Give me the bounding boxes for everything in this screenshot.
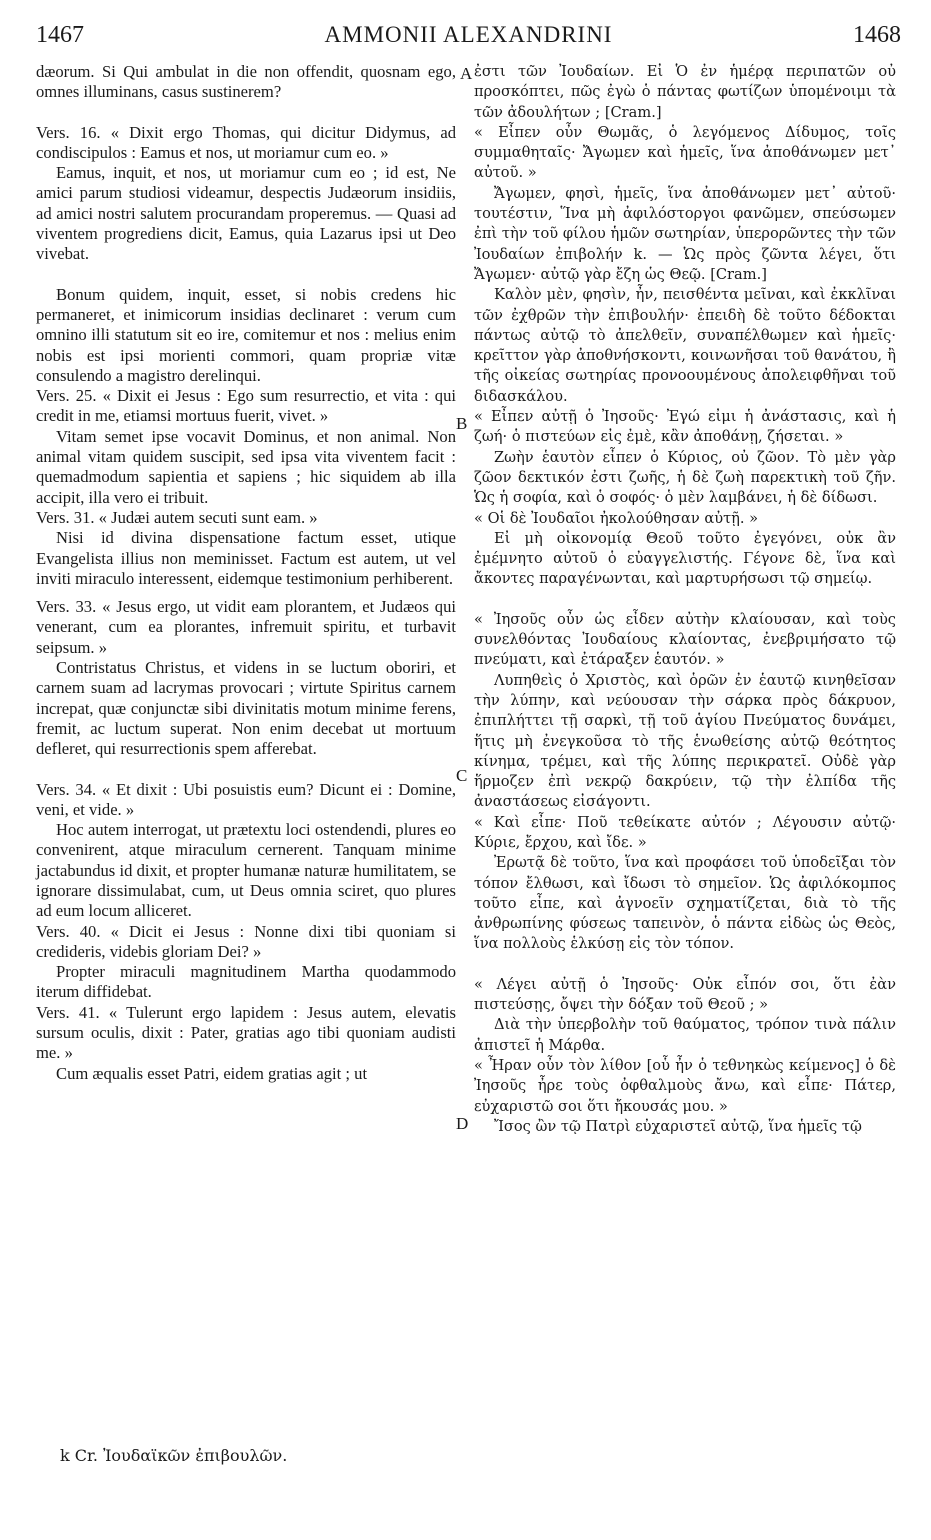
greek-paragraph: ἐστι τῶν Ἰουδαίων. Εἰ Ὁ ἐν ἡμέρᾳ περιπατῶν οὐ προσκόπτει, πῶς ἐγὼ ὁ πάντας φωτίζων ὑπομένοιμι τὰ τῶν ἀδουλήτων ; [Cram.] xyxy=(474,63,896,121)
greek-paragraph: Ἐρωτᾷ δὲ τοῦτο, ἵνα καὶ προφάσει τοῦ ὑποδεῖξαι τὸν τόπον ἔλθωσι, καὶ ἴδωσι τὸ σημεῖον. Ὡς ἀφιλόκομπος τοῦτο εἶπε, καὶ ἀγνοεῖν σχηματίζεται, διὰ τὸ τῆς ἀνθρωπίνης φύσεως ταπεινὸν, ὁ πάντα εἰδὼς ὡς Θεὸς, ἵνα πολλοὺς ἑλκύσῃ εἰς τὸν τόπον. xyxy=(474,854,896,953)
latin-column xyxy=(36,62,456,1084)
greek-paragraph: Καλὸν μὲν, φησὶν, ἦν, πεισθέντα μεῖναι, καὶ ἐκκλῖναι τῶν ἐχθρῶν τὴν ἐπιβουλήν· ἐπειδὴ δὲ τοῦτο δέδοκται πάντως αὐτῷ τὸ ἀπελθεῖν, συναπέλθωμεν καὶ ἡμεῖς· κρεῖττον γὰρ ἀποθνήσκοντι, κοινωνῆσαι τοῦ θανάτου, ἢ τῆς οἰκείας σωτηρίας προνοουμένους ἀπολειφθῆναι τοῦ διδασκάλου. xyxy=(474,286,896,405)
latin-paragraph: dæorum. Si Qui ambulat in die non offendit, quosnam ego, omnes illuminans, casus sustinerem? xyxy=(36,62,456,102)
latin-verse: Vers. 34. « Et dixit : Ubi posuistis eum? Dicunt ei : Domine, veni, et vide. » xyxy=(36,779,456,819)
greek-verse: « Ἦραν οὖν τὸν λίθον [οὗ ἦν ὁ τεθνηκὼς κείμενος] ὁ δὲ Ἰησοῦς ἦρε τοὺς ὀφθαλμοὺς ἄνω, καὶ εἶπε· Πάτερ, εὐχαριστῶ σοι ὅτι ἤκουσάς μου. » xyxy=(474,1056,896,1115)
greek-paragraph: Λυπηθεὶς ὁ Χριστὸς, καὶ ὁρῶν ἐν ἑαυτῷ κινηθεῖσαν τὴν λύπην, καὶ νεύουσαν τὴν σάρκα πρὸς δάκρυον, ἐπιπλήττει τῇ σαρκὶ, τῇ τοῦ ἁγίου Πνεύματος δυνάμει, ἥτις μὴ ἐνεγκοῦσα τὸ τῆς ἑνωθείσης αὐτῷ θεότητος κίνημα, τρέμει, καὶ τῆς λύπης περικρατεῖ. Οὐδὲ γὰρ ἥρμοζεν ἐπὶ νεκρῷ δακρύειν, τῷ τὴν ἐλπίδα τῆς ἀναστάσεως εἰσάγοντι. xyxy=(474,671,896,811)
latin-paragraph: Eamus, inquit, et nos, ut moriamur cum eo ; id est, Ne amici parum studiosi videamur, despectis Judæorum insidiis, ad amici nostri salutem procurandam properemus. — Quasi ad viventem progrediens dicit, Eamus, quia Lazarus ipsi ut Deo vivebat. xyxy=(36,163,456,264)
page-number-left: 1467 xyxy=(36,22,84,48)
latin-paragraph: Contristatus Christus, et videns in se luctum oboriri, et carnem suam ad lacrymas provocari ; virtute Spiritus carnem increpat, quæ conjunctæ sibi divinitatis motum minime ferens, fremit, ac luctum superat. Non enim decebat ut mortuum defleret, qui resurrectionis spem afferebat. xyxy=(36,658,456,759)
greek-verse: « Λέγει αὐτῇ ὁ Ἰησοῦς· Οὐκ εἶπόν σοι, ὅτι ἐὰν πιστεύσῃς, ὄψει τὴν δόξαν τοῦ Θεοῦ ; » xyxy=(474,975,896,1014)
latin-verse: Vers. 16. « Dixit ergo Thomas, qui dicitur Didymus, ad condiscipulos : Eamus et nos, ut moriamur cum eo. » xyxy=(36,122,456,162)
latin-paragraph: Vitam semet ipse vocavit Dominus, et non animal. Non animal vitam quidem suscipit, sed ipsa vita viventem facit : quemadmodum sapientia et sapiens ; hic siquidem ab illa accipit, illa vero ei tribuit. xyxy=(36,426,456,507)
latin-verse: Vers. 33. « Jesus ergo, ut vidit eam plorantem, et Judæos qui venerant, cum ea plorantes, infremuit spiritu, et turbavit seipsum. » xyxy=(36,597,456,657)
greek-column xyxy=(474,62,896,1137)
running-title: AMMONII ALEXANDRINI xyxy=(324,22,613,47)
latin-verse: Vers. 41. « Tulerunt ergo lapidem : Jesus autem, elevatis sursum oculis, dixit : Pater, gratias ago tibi quoniam audisti me. » xyxy=(36,1002,456,1063)
latin-verse: Vers. 31. « Judæi autem secuti sunt eam. » xyxy=(36,507,318,527)
greek-paragraph: Ἄγωμεν, φησὶ, ἡμεῖς, ἵνα ἀποθάνωμεν μετ᾽ αὐτοῦ· τουτέστιν, Ἵνα μὴ ἀφιλόστοργοι φανῶμεν, σπεύσωμεν ἐπὶ τὴν τοῦ φίλου ἡμῶν σωτηρίαν, ὑπερορῶντες τὴν τῶν Ἰουδαίων ἐπιβολήν k. — Ὡς πρὸς ζῶντα λέγει, ὅτι Ἄγωμεν· αὐτῷ γὰρ ἔζη ὡς Θεῷ. [Cram.] xyxy=(474,184,896,283)
footnote: k Cr. Ἰουδαϊκῶν ἐπιβουλῶν. xyxy=(60,1446,288,1465)
margin-marker-c: C xyxy=(456,766,468,785)
latin-verse: Vers. 40. « Dicit ei Jesus : Nonne dixi tibi quoniam si credideris, videbis gloriam Dei? » xyxy=(36,921,456,961)
latin-paragraph: Cum æqualis esset Patri, eidem gratias agit ; ut xyxy=(56,1063,368,1083)
latin-paragraph: Hoc autem interrogat, ut prætextu loci ostendendi, plures eo convenirent, atque miraculum cernerent. Tanquam minime jactabundus id dixit, et propter humanæ naturæ humilitatem, se ignorare dissimulabat, cum, ut Deus omnia sciret, quo plures ad eum locum alliceret. xyxy=(36,820,456,921)
greek-paragraph: Διὰ τὴν ὑπερβολὴν τοῦ θαύματος, τρόπον τινὰ πάλιν ἀπιστεῖ ἡ Μάρθα. xyxy=(474,1016,896,1054)
greek-verse: « Εἶπεν οὖν Θωμᾶς, ὁ λεγόμενος Δίδυμος, τοῖς συμμαθηταῖς· Ἄγωμεν καὶ ἡμεῖς, ἵνα ἀποθάνωμεν μετ᾽ αὐτοῦ. » xyxy=(474,123,896,182)
page-number-right: 1468 xyxy=(853,22,901,48)
latin-paragraph: Propter miraculi magnitudinem Martha quodammodo iterum diffidebat. xyxy=(36,962,456,1002)
latin-paragraph: Bonum quidem, inquit, esset, si nobis credens hic permaneret, et inimicorum insidias declinaret : verum cum omnino illi statutum sit eo ire, comitemur et nos : melius enim nobis est ipsi morienti commori, quam propriæ vitæ consulendo a magistro derelinqui. xyxy=(36,284,456,385)
greek-paragraph: Ζωὴν ἑαυτὸν εἶπεν ὁ Κύριος, οὐ ζῶον. Τὸ μὲν γὰρ ζῶον δεκτικόν ἐστι ζωῆς, ἡ δὲ ζωὴ παρεκτικὴ τοῦ ζῆν. Ὡς ἡ σοφία, καὶ ὁ σοφός· ὁ μὲν λαμβάνει, ἡ δὲ δίδωσι. xyxy=(474,448,896,507)
greek-verse: « Εἶπεν αὐτῇ ὁ Ἰησοῦς· Ἐγώ εἰμι ἡ ἀνάστασις, καὶ ἡ ζωή· ὁ πιστεύων εἰς ἐμὲ, κἂν ἀποθάνῃ, ζήσεται. » xyxy=(474,408,896,446)
margin-marker-b: B xyxy=(456,414,468,433)
greek-verse: « Καὶ εἶπε· Ποῦ τεθείκατε αὐτόν ; Λέγουσιν αὐτῷ· Κύριε, ἔρχου, καὶ ἴδε. » xyxy=(474,813,896,851)
latin-verse: Vers. 25. « Dixit ei Jesus : Ego sum resurrectio, et vita : qui credit in me, etiamsi mortuus fuerit, vivet. » xyxy=(36,386,456,426)
margin-marker-d: D xyxy=(456,1114,469,1133)
running-header xyxy=(36,22,901,52)
latin-paragraph: Nisi id divina dispensatione factum esset, utique Evangelista illius non meminisset. Factum est autem, ut vel inviti miraculo interessent, eidemque testimonium perhiberent. xyxy=(36,528,456,588)
margin-marker-a: A xyxy=(460,64,473,83)
greek-verse: « Ἰησοῦς οὖν ὡς εἶδεν αὐτὴν κλαίουσαν, καὶ τοὺς συνελθόντας Ἰουδαίους κλαίοντας, ἐνεβριμήσατο τῷ πνεύματι, καὶ ἐτάραξεν ἑαυτόν. » xyxy=(474,610,896,669)
greek-verse: « Οἱ δὲ Ἰουδαῖοι ἠκολούθησαν αὐτῇ. » xyxy=(474,509,759,527)
greek-paragraph: Εἰ μὴ οἰκονομίᾳ Θεοῦ τοῦτο ἐγεγόνει, οὐκ ἂν ἐμέμνητο αὐτοῦ ὁ εὐαγγελιστής. Γέγονε δὲ, ἵνα καὶ ἄκοντες παραγένωνται, καὶ μαρτυρήσωσι τῷ σημείῳ. xyxy=(474,529,896,588)
greek-paragraph: Ἴσος ὢν τῷ Πατρὶ εὐχαριστεῖ αὐτῷ, ἵνα ἡμεῖς τῷ xyxy=(494,1117,862,1135)
